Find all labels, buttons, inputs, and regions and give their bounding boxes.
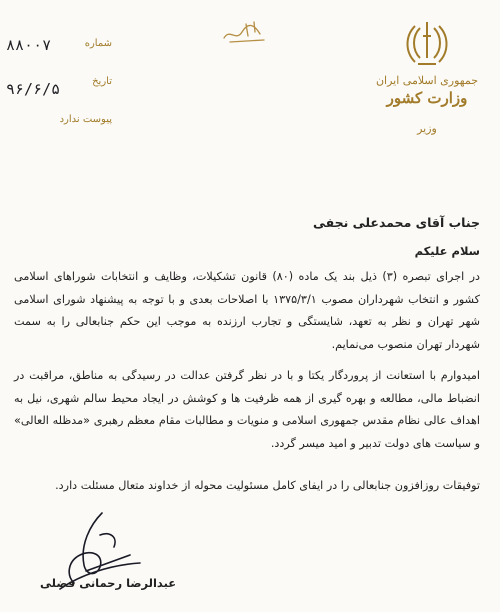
- iran-emblem-icon: [404, 18, 450, 70]
- office-name: وزیر: [417, 122, 437, 135]
- greeting: سلام علیکم: [414, 244, 480, 258]
- paragraph-closing: توفیقات روزافزون جنابعالی را در ایفای کامل مسئولیت محوله از خداوند متعال مسئلت دارد.: [55, 479, 480, 492]
- number-label: شماره: [84, 38, 112, 49]
- date-label: تاریخ: [92, 76, 112, 87]
- letter-date: ۹۶/۶/۵: [6, 80, 61, 98]
- signer-name: عبدالرضا رحمانی فضلی: [40, 576, 177, 590]
- addressee: جناب آقای محمدعلی نجفی: [312, 215, 480, 230]
- government-name: جمهوری اسلامی ایران: [375, 74, 479, 87]
- paragraph-appointment: در اجرای تبصره (۳) ذیل بند یک ماده (۸۰) قانون تشکیلات، وظایف و انتخابات شوراهای اسلامی کشور و انتخاب شهرداران مصوب ۱۳۷۵/۳/۱ با اصلاحات بعدی و با توجه به پیشنهاد شورای اسلامی شهر تهران و نظر به تعهد، شایستگی و تجارب ارزنده به موجب این حکم جنابعالی را به سمت شهردار تهران منصوب می‌نمایم.: [14, 270, 481, 351]
- calligraphy-logo: [220, 18, 270, 48]
- attachment-label: پیوست ندارد: [59, 114, 112, 125]
- letter-number: ۸۸۰۰۷: [6, 36, 52, 54]
- ministry-name: وزارت کشور: [386, 89, 468, 107]
- ministry-header: [372, 18, 482, 135]
- paragraph-expectations: امیدوارم با استعانت از پروردگار یکتا و با در نظر گرفتن عدالت در رسیدگی به مناطق، مراقبت در انضباط مالی، مطالعه و بهره گیری از همه ظرفیت ها و کوشش در ایجاد محیط سالم شهری، نیل به اهداف عالی نظام مقدس جمهوری اسلامی و منویات و مطالبات مقام معظم رهبری «مدظله العالی» و سیاست های دولت تدبیر و امید میسر گردد.: [14, 369, 480, 450]
- letter-meta: [6, 30, 116, 140]
